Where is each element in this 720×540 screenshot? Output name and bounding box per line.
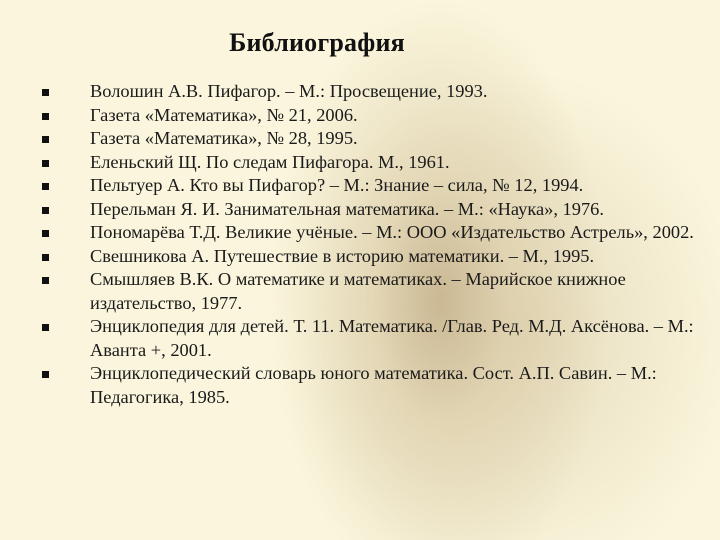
square-bullet-icon xyxy=(42,277,49,284)
list-item-text: Энциклопедия для детей. Т. 11. Математика. /Глав. Ред. М.Д. Аксёнова. – М.: Аванта +, 2001. xyxy=(90,316,694,360)
list-item xyxy=(42,362,702,409)
list-item xyxy=(42,151,702,175)
list-item-text: Смышляев В.К. О математике и математиках. – Марийское книжное издательство, 1977. xyxy=(90,269,626,313)
list-item xyxy=(42,127,702,151)
list-item xyxy=(42,104,702,128)
list-item xyxy=(42,80,702,104)
square-bullet-icon xyxy=(42,160,49,167)
square-bullet-icon xyxy=(42,324,49,331)
page-title: Библиография xyxy=(229,28,405,57)
list-item xyxy=(42,198,702,222)
square-bullet-icon xyxy=(42,183,49,190)
list-item-text: Энциклопедический словарь юного математика. Сост. А.П. Савин. – М.: Педагогика, 1985. xyxy=(90,363,657,407)
list-item-text: Пономарёва Т.Д. Великие учёные. – М.: ООО «Издательство Астрель», 2002. xyxy=(90,222,694,242)
list-item-text: Волошин А.В. Пифагор. – М.: Просвещение, 1993. xyxy=(90,81,488,101)
list-item-text: Свешникова А. Путешествие в историю математики. – М., 1995. xyxy=(90,245,595,266)
list-item xyxy=(42,268,702,315)
square-bullet-icon xyxy=(42,207,49,214)
bibliography-list xyxy=(42,80,702,409)
list-item xyxy=(42,315,702,362)
square-bullet-icon xyxy=(42,254,49,261)
list-item xyxy=(42,245,702,269)
square-bullet-icon xyxy=(42,113,49,120)
list-item-text: Перельман Я. И. Занимательная математика. – М.: «Наука», 1976. xyxy=(90,198,604,219)
list-item xyxy=(42,174,702,198)
list-item-text: Пельтуер А. Кто вы Пифагор? – М.: Знание – сила, № 12, 1994. xyxy=(90,175,584,195)
square-bullet-icon xyxy=(42,136,49,143)
list-item-text: Еленьский Щ. По следам Пифагора. М., 1961. xyxy=(90,151,450,172)
list-item-text: Газета «Математика», № 21, 2006. xyxy=(90,104,358,125)
list-item-text: Газета «Математика», № 28, 1995. xyxy=(90,128,358,148)
square-bullet-icon xyxy=(42,371,49,378)
square-bullet-icon xyxy=(42,89,49,96)
square-bullet-icon xyxy=(42,230,49,237)
list-item xyxy=(42,221,702,245)
